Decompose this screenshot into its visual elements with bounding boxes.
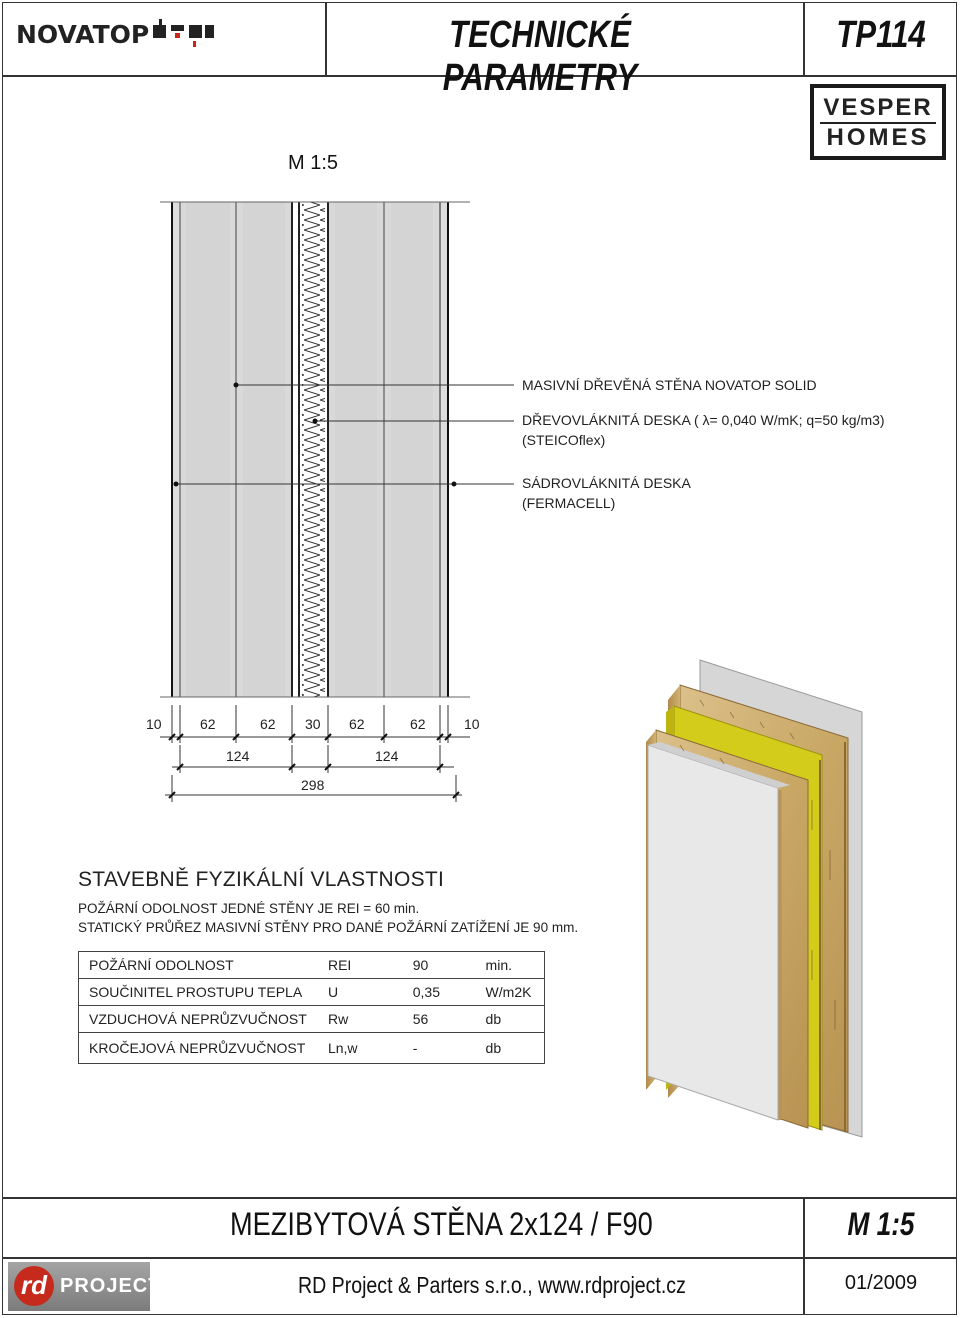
table-row	[79, 1033, 545, 1064]
dim-layer: 62	[410, 716, 426, 732]
logo-line1: VESPER	[823, 94, 933, 121]
dim-layer: 10	[146, 716, 162, 732]
callout-gypsum-product: (FERMACELL)	[522, 495, 616, 511]
callout-fibreboard: DŘEVOVLÁKNITÁ DESKA ( λ= 0,040 W/mK; q=50 kg/m3)	[522, 412, 885, 428]
callout-fibreboard-product: (STEICOflex)	[522, 432, 606, 448]
property-name: POŽÁRNÍ ODOLNOST	[79, 952, 318, 979]
property-symbol: U	[318, 979, 403, 1006]
drawing-scale: M 1:5	[288, 152, 339, 174]
property-value: 90	[403, 952, 476, 979]
property-name: KROČEJOVÁ NEPRŮZVUČNOST	[79, 1033, 318, 1064]
dim-layer: 10	[464, 716, 480, 732]
footer-separator	[803, 1197, 805, 1315]
property-value: -	[403, 1033, 476, 1064]
dim-panel: 124	[375, 748, 399, 764]
dim-panel: 124	[226, 748, 250, 764]
dim-total: 298	[301, 777, 325, 793]
issue-date: 01/2009	[844, 1272, 918, 1294]
property-symbol: Rw	[318, 1006, 403, 1033]
properties-title: STAVEBNĚ FYZIKÁLNÍ VLASTNOSTI	[78, 868, 445, 891]
property-symbol: Ln,w	[318, 1033, 403, 1064]
rd-mark-icon: rd	[14, 1266, 54, 1306]
callout-gypsum-board: SÁDROVLÁKNITÁ DESKA	[522, 475, 691, 491]
table-row	[79, 1006, 545, 1033]
brand-name: NOVATOP	[16, 19, 150, 49]
dim-layer: 30	[305, 716, 321, 732]
property-unit: db	[476, 1033, 545, 1064]
property-unit: min.	[476, 952, 545, 979]
document-title: TECHNICKÉ PARAMETRY	[442, 14, 638, 99]
rd-project-logo	[8, 1262, 162, 1311]
logo-line2: HOMES	[826, 124, 930, 151]
property-name: VZDUCHOVÁ NEPRŮZVUČNOST	[79, 1006, 318, 1033]
wall-layers	[160, 202, 470, 697]
property-unit: db	[476, 1006, 545, 1033]
wall-3d-illustration	[646, 660, 862, 1137]
property-value: 56	[403, 1006, 476, 1033]
property-symbol: REI	[318, 952, 403, 979]
callout-solid-wall: MASIVNÍ DŘEVĚNÁ STĚNA NOVATOP SOLID	[522, 377, 817, 393]
dim-layer: 62	[349, 716, 365, 732]
properties-note: STATICKÝ PRŮŘEZ MASIVNÍ STĚNY PRO DANÉ POŽÁRNÍ ZATÍŽENÍ JE 90 mm.	[78, 920, 579, 935]
properties-note: POŽÁRNÍ ODOLNOST JEDNÉ STĚNY JE REI = 60 min.	[78, 901, 420, 916]
footer-scale: M 1:5	[847, 1206, 915, 1242]
properties-table	[78, 951, 545, 1064]
table-row	[79, 979, 545, 1006]
property-unit: W/m2K	[476, 979, 545, 1006]
company-info: RD Project & Parters s.r.o., www.rdproject.cz	[298, 1272, 686, 1298]
property-value: 0,35	[403, 979, 476, 1006]
logo-word: PROJECT	[60, 1275, 162, 1297]
property-name: SOUČINITEL PROSTUPU TEPLA	[79, 979, 318, 1006]
dim-layer: 62	[260, 716, 276, 732]
table-row	[79, 952, 545, 979]
drawing-name: MEZIBYTOVÁ STĚNA 2x124 / F90	[230, 1206, 653, 1242]
footer-divider	[2, 1257, 957, 1259]
dim-layer: 62	[200, 716, 216, 732]
document-code: TP114	[836, 14, 926, 56]
